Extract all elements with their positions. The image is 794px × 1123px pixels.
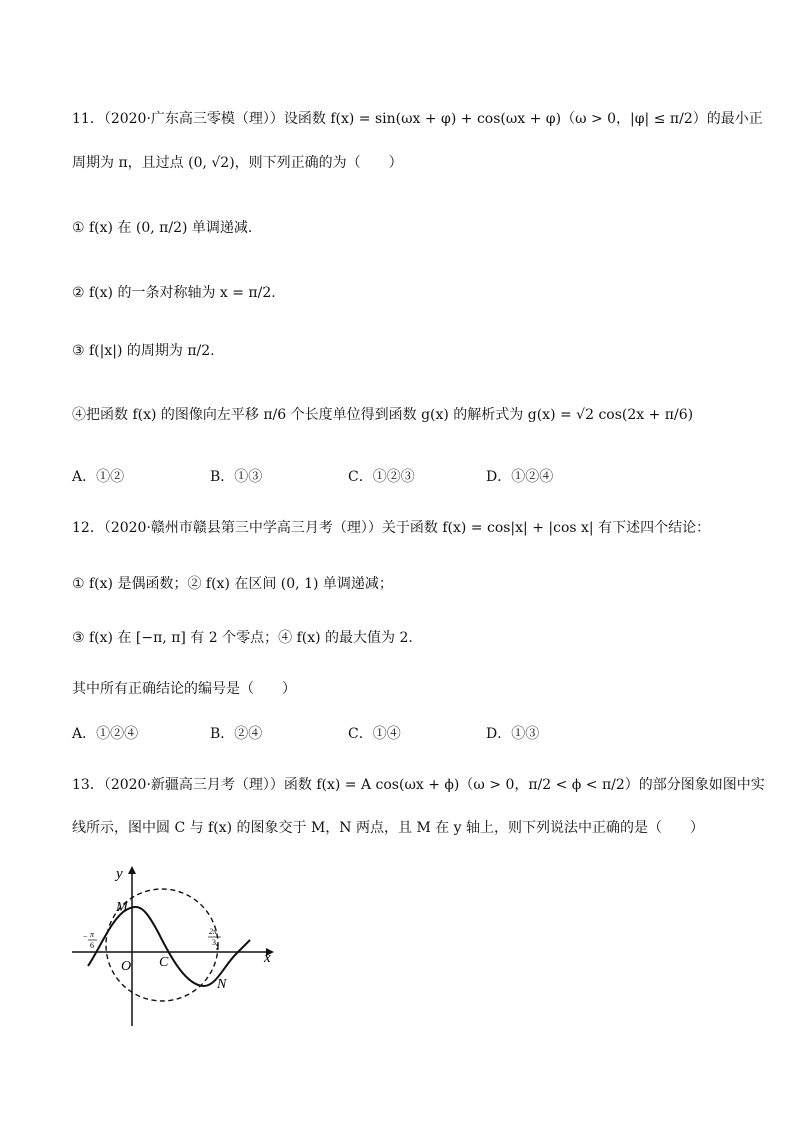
label-m: M bbox=[116, 900, 128, 915]
q13-figure bbox=[66, 862, 286, 1032]
q11-choice-a[interactable]: A．①② bbox=[72, 469, 125, 485]
tick-right-den: 3 bbox=[212, 938, 216, 947]
q12-choices bbox=[72, 723, 732, 743]
q12-statement-2: ③ f(x) 在 [−π, π] 有 2 个零点；④ f(x) 的最大值为 2. bbox=[72, 630, 413, 646]
y-axis-label: y bbox=[116, 866, 123, 882]
q11-choice-c[interactable]: C．①②③ bbox=[348, 469, 415, 485]
q12-choice-c[interactable]: C．①④ bbox=[348, 726, 401, 742]
q11-statement-3: ③ f(|x|) 的周期为 π/2. bbox=[72, 343, 215, 359]
q11-choice-d[interactable]: D．①②④ bbox=[486, 469, 554, 485]
label-c: C bbox=[159, 955, 169, 970]
q12-statement-1: ① f(x) 是偶函数；② f(x) 在区间 (0, 1) 单调递减； bbox=[72, 576, 393, 592]
y-axis-arrow bbox=[128, 866, 136, 874]
tick-left-num: π bbox=[90, 930, 95, 939]
q11-statement-2: ② f(x) 的一条对称轴为 x = π/2. bbox=[72, 285, 276, 301]
x-axis-label: x bbox=[264, 950, 271, 966]
q12-choice-b[interactable]: B．②④ bbox=[210, 726, 263, 742]
q12-choice-d[interactable]: D．①③ bbox=[486, 726, 540, 742]
tick-left-sign: − bbox=[83, 932, 88, 941]
tick-right-num: 2π bbox=[209, 927, 218, 936]
q11-statement-4: ④把函数 f(x) 的图像向左平移 π/6 个长度单位得到函数 g(x) 的解析式为 g(x) = √2 cos(2x + π/6) bbox=[72, 407, 694, 423]
q11-choice-b[interactable]: B．①③ bbox=[210, 469, 263, 485]
q12-question: 其中所有正确结论的编号是（ ） bbox=[72, 681, 296, 697]
q11-stem-line1: 11．（2020·广东高三零模（理））设函数 f(x) = sin(ωx + φ) + cos(ωx + φ)（ω > 0，|φ| ≤ π/2）的最小正 bbox=[72, 111, 763, 127]
q11-stem-line2: 周期为 π，且过点 (0, √2)，则下列正确的为（ ） bbox=[72, 155, 403, 171]
q11-choices bbox=[72, 466, 732, 486]
q13-stem-line1: 13．（2020·新疆高三月考（理））函数 f(x) = A cos(ωx + ϕ)（ω > 0，π/2 < ϕ < π/2）的部分图象如图中实 bbox=[72, 777, 765, 793]
q13-stem-line2: 线所示，图中圆 C 与 f(x) 的图象交于 M，N 两点，且 M 在 y 轴上，则下列说法中正确的是（ ） bbox=[72, 820, 705, 836]
q11-statement-1: ① f(x) 在 (0, π/2) 单调递减. bbox=[72, 220, 253, 236]
label-n: N bbox=[217, 977, 227, 992]
q12-choice-a[interactable]: A．①②④ bbox=[72, 726, 139, 742]
label-o: O bbox=[121, 959, 132, 974]
q12-stem: 12．（2020·赣州市赣县第三中学高三月考（理））关于函数 f(x) = cos|x| + |cos x| 有下述四个结论： bbox=[72, 520, 711, 536]
tick-left-den: 6 bbox=[90, 941, 94, 950]
function-curve bbox=[88, 907, 250, 986]
